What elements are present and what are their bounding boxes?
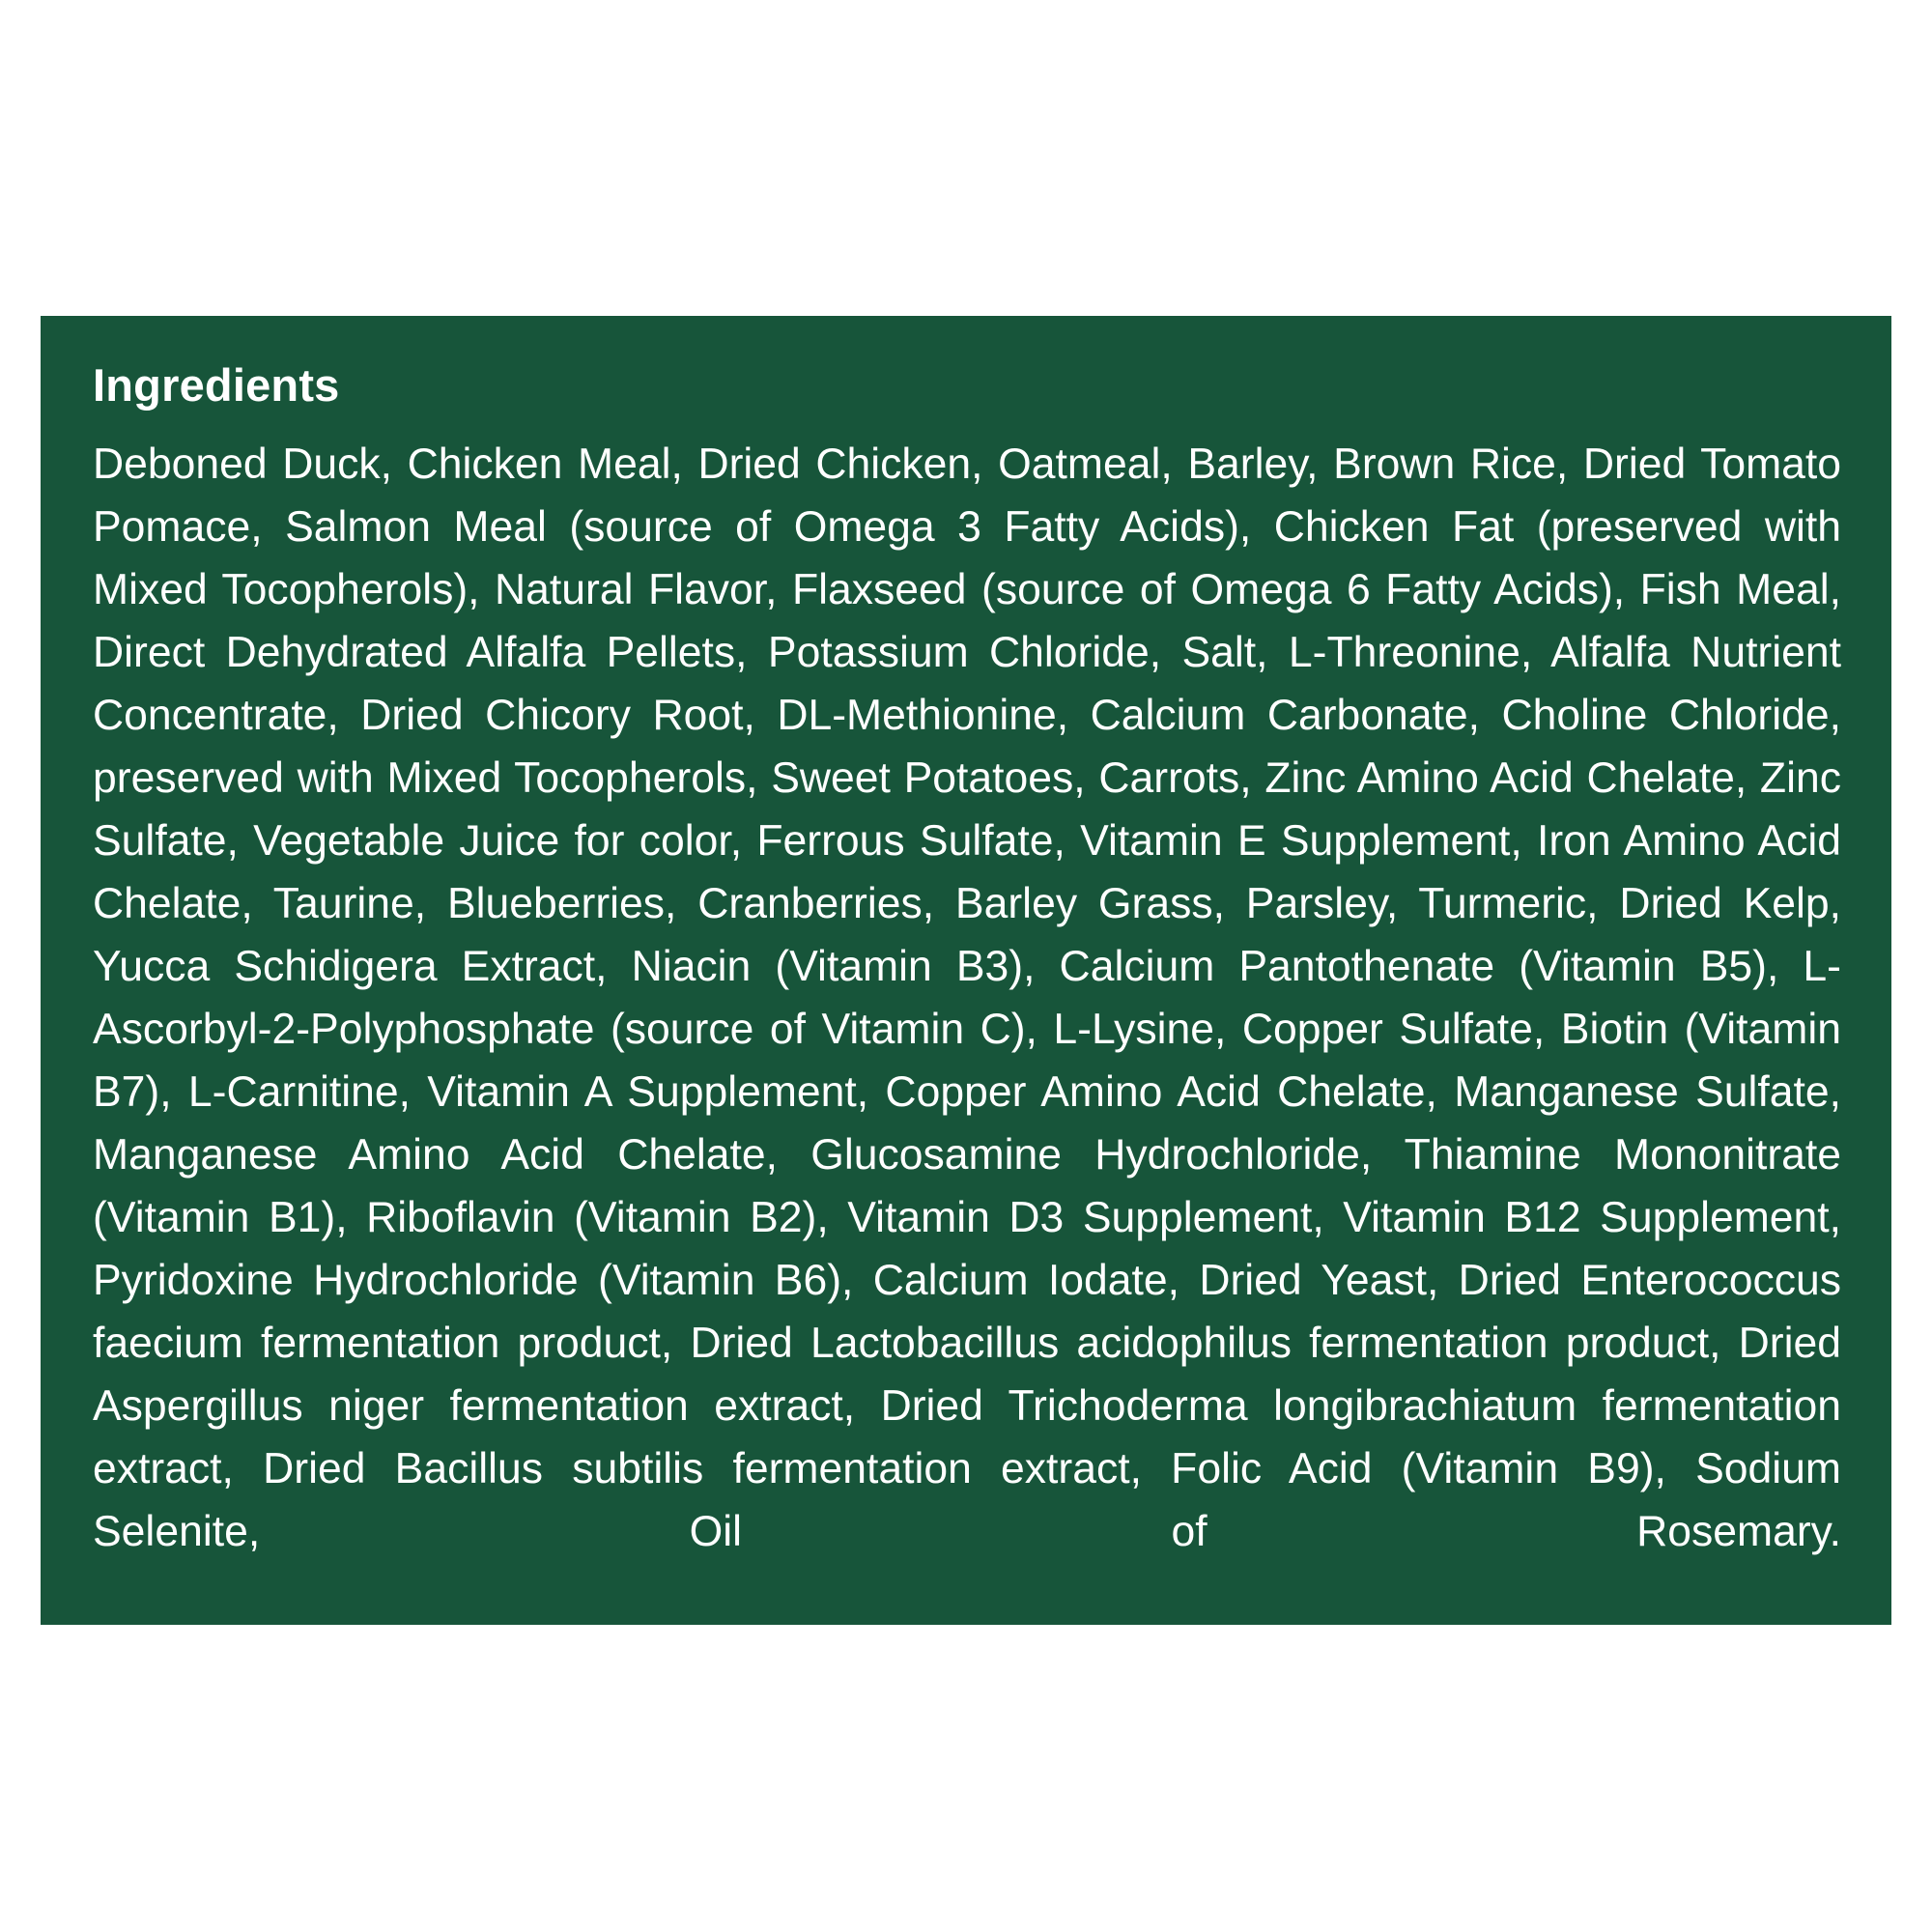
ingredients-panel [41,316,1891,1625]
page-title: Ingredients [93,359,340,411]
ingredients-list-text: Deboned Duck, Chicken Meal, Dried Chicken, Oatmeal, Barley, Brown Rice, Dried Tomato Pomace, Salmon Meal (source of Omega 3 Fatty Acids), Chicken Fat (preserved with Mixed Tocopherols), Natural Flavor, Flaxseed (source of Omega 6 Fatty Acids), Fish Meal, Direct Dehydrated Alfalfa Pellets, Potassium Chloride, Salt, L-Threonine, Alfalfa Nutrient Concentrate, Dried Chicory Root, DL-Methionine, Calcium Carbonate, Choline Chloride, preserved with Mixed Tocopherols, Sweet Potatoes, Carrots, Zinc Amino Acid Chelate, Zinc Sulfate, Vegetable Juice for color, Ferrous Sulfate, Vitamin E Supplement, Iron Amino Acid Chelate, Taurine, Blueberries, Cranberries, Barley Grass, Parsley, Turmeric, Dried Kelp, Yucca Schidigera Extract, Niacin (Vitamin B3), Calcium Pantothenate (Vitamin B5), L-Ascorbyl-2-Polyphosphate (source of Vitamin C), L-Lysine, Copper Sulfate, Biotin (Vitamin B7), L-Carnitine, Vitamin A Supplement, Copper Amino Acid Chelate, Manganese Sulfate, Manganese Amino Acid Chelate, Glucosamine Hydrochloride, Thiamine Mononitrate (Vitamin B1), Riboflavin (Vitamin B2), Vitamin D3 Supplement, Vitamin B12 Supplement, Pyridoxine Hydrochloride (Vitamin B6), Calcium Iodate, Dried Yeast, Dried Enterococcus faecium fermentation product, Dried Lactobacillus acidophilus fermentation product, Dried Aspergillus niger fermentation extract, Dried Trichoderma longibrachiatum fermentation extract, Dried Bacillus subtilis fermentation extract, Folic Acid (Vitamin B9), Sodium Selenite, Oil of Rosemary. [93,440,1841,1555]
